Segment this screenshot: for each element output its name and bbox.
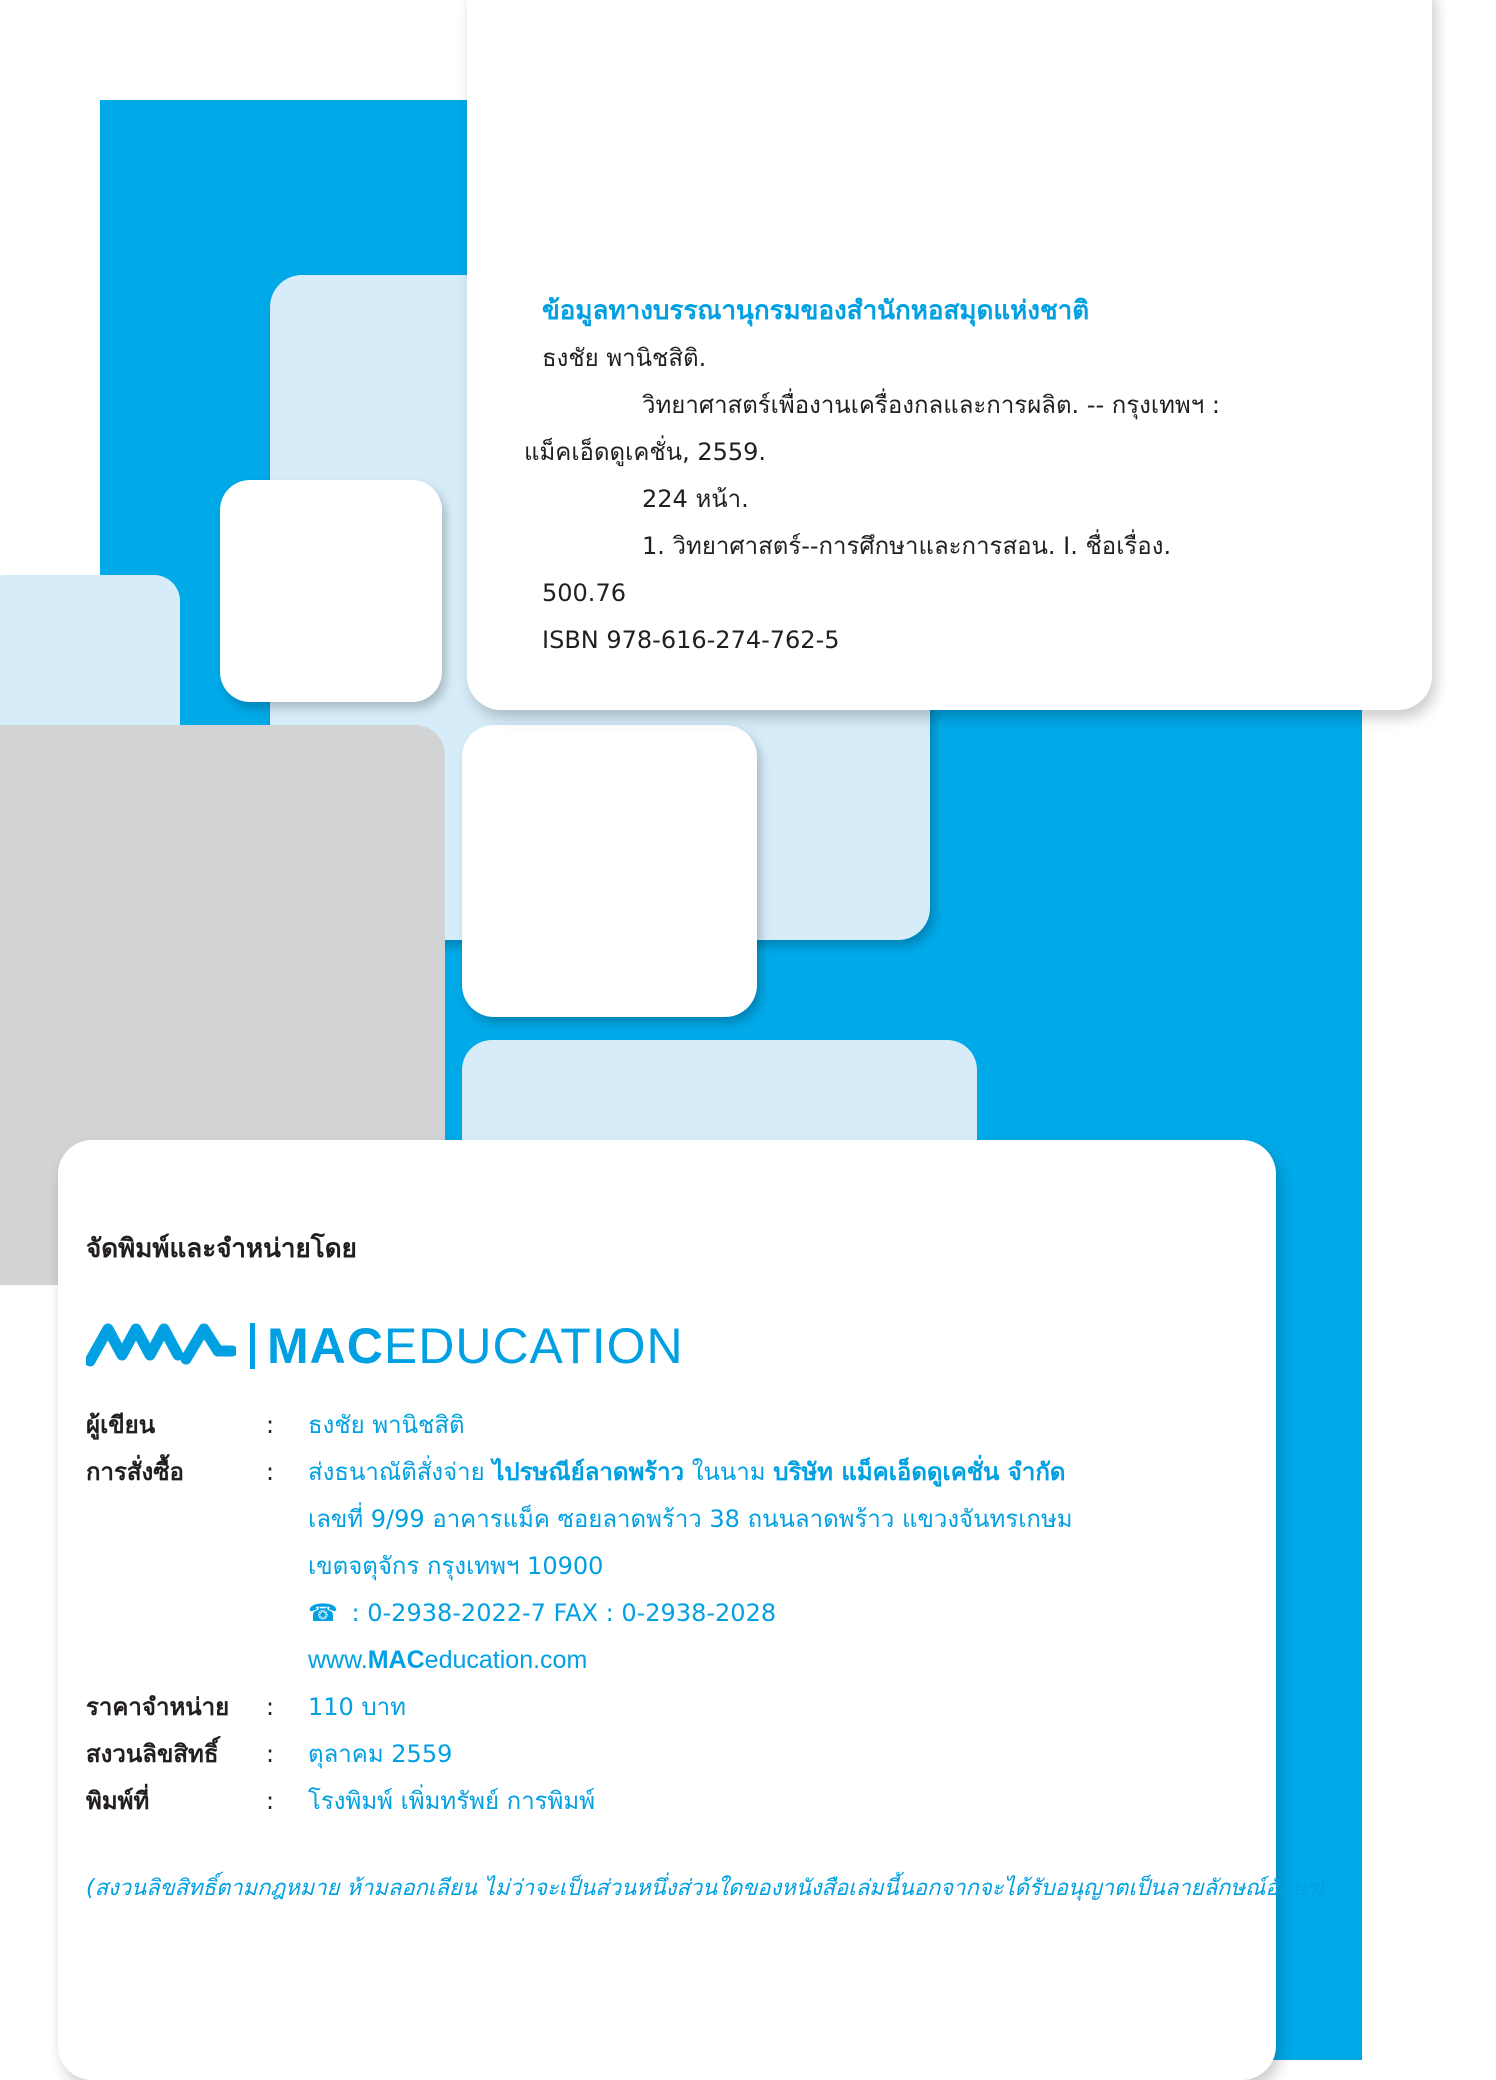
website-link[interactable] (308, 1637, 587, 1684)
decor-white-tile-2 (462, 725, 757, 1017)
row-printer (86, 1778, 1236, 1825)
copyright-notice: (สงวนลิขสิทธิ์ตามกฎหมาย ห้ามลอกเลียน ไม่ว่าจะเป็นส่วนหนึ่งส่วนใดของหนังสือเล่มนี้นอกจากจะได้รับอนุญาตเป็นลายลักษณ์อักษร) (86, 1876, 1327, 1901)
colon: : (266, 1693, 275, 1721)
logo-divider (250, 1323, 255, 1369)
copyright-label: สงวนลิขสิทธิ์ (86, 1740, 219, 1768)
mac-education-logo (86, 1320, 684, 1372)
website-brand: MAC (367, 1646, 425, 1674)
row-address-1 (86, 1496, 1236, 1543)
copyright-value: ตุลาคม 2559 (308, 1740, 453, 1768)
order-text-2: ในนาม (684, 1458, 774, 1486)
phone-value (308, 1590, 776, 1637)
logo-wordmark (267, 1317, 684, 1375)
order-label: การสั่งซื้อ (86, 1458, 184, 1486)
telephone-icon: ☎ (308, 1599, 338, 1627)
publisher-details (86, 1402, 1236, 1825)
logo-word-bold: MAC (267, 1318, 384, 1374)
colon: : (266, 1740, 275, 1768)
order-company: บริษัท แม็คเอ็ดดูเคชั่น จำกัด (773, 1458, 1066, 1486)
row-copyright (86, 1731, 1236, 1778)
row-order (86, 1449, 1236, 1496)
order-text-1: ส่งธนาณัติสั่งจ่าย (308, 1458, 493, 1486)
cataloging-class-number: 500.76 (542, 579, 626, 607)
colon: : (266, 1458, 275, 1486)
cataloging-subject: 1. วิทยาศาสตร์--การศึกษาและการสอน. I. ชื่อเรื่อง. (642, 532, 1172, 560)
author-value: ธงชัย พานิชสิติ (308, 1411, 465, 1439)
cataloging-book-title: วิทยาศาสตร์เพื่องานเครื่องกลและการผลิต. -- กรุงเทพฯ : (642, 391, 1220, 419)
decor-white-tile-1 (220, 480, 442, 702)
cataloging-card (467, 0, 1432, 710)
row-price (86, 1684, 1236, 1731)
row-author (86, 1402, 1236, 1449)
mac-wave-logo-icon (86, 1321, 236, 1371)
logo-word-light: EDUCATION (383, 1318, 684, 1374)
row-phone (86, 1590, 1236, 1637)
colon: : (266, 1787, 275, 1815)
phone-text: : 0-2938-2022-7 FAX : 0-2938-2028 (343, 1599, 777, 1627)
cataloging-text (524, 288, 1392, 664)
publisher-card (58, 1140, 1327, 2080)
author-label: ผู้เขียน (86, 1411, 156, 1439)
cataloging-isbn: ISBN 978-616-274-762-5 (542, 626, 840, 654)
order-post-office: ไปรษณีย์ลาดพร้าว (492, 1458, 685, 1486)
price-label: ราคาจำหน่าย (86, 1693, 230, 1721)
colon: : (266, 1411, 275, 1439)
cataloging-publisher: แม็คเอ็ดดูเคชั่น, 2559. (524, 438, 767, 466)
cataloging-pages: 224 หน้า. (642, 485, 749, 513)
cataloging-author: ธงชัย พานิชสิติ. (542, 344, 707, 372)
row-address-2 (86, 1543, 1236, 1590)
address-line-1: เลขที่ 9/99 อาคารแม็ค ซอยลาดพร้าว 38 ถนนลาดพร้าว แขวงจันทรเกษม (308, 1505, 1073, 1533)
order-value (308, 1449, 1065, 1496)
address-line-2: เขตจตุจักร กรุงเทพฯ 10900 (308, 1552, 604, 1580)
printer-value: โรงพิมพ์ เพิ่มทรัพย์ การพิมพ์ (308, 1787, 596, 1815)
price-value: 110 บาท (308, 1693, 406, 1721)
row-website (86, 1637, 1236, 1684)
website-prefix: www. (308, 1646, 368, 1674)
printer-label: พิมพ์ที่ (86, 1787, 150, 1815)
cataloging-title: ข้อมูลทางบรรณานุกรมของสำนักหอสมุดแห่งชาติ (542, 296, 1090, 326)
publisher-heading: จัดพิมพ์และจำหน่ายโดย (86, 1234, 357, 1264)
website-suffix: education.com (424, 1646, 588, 1674)
